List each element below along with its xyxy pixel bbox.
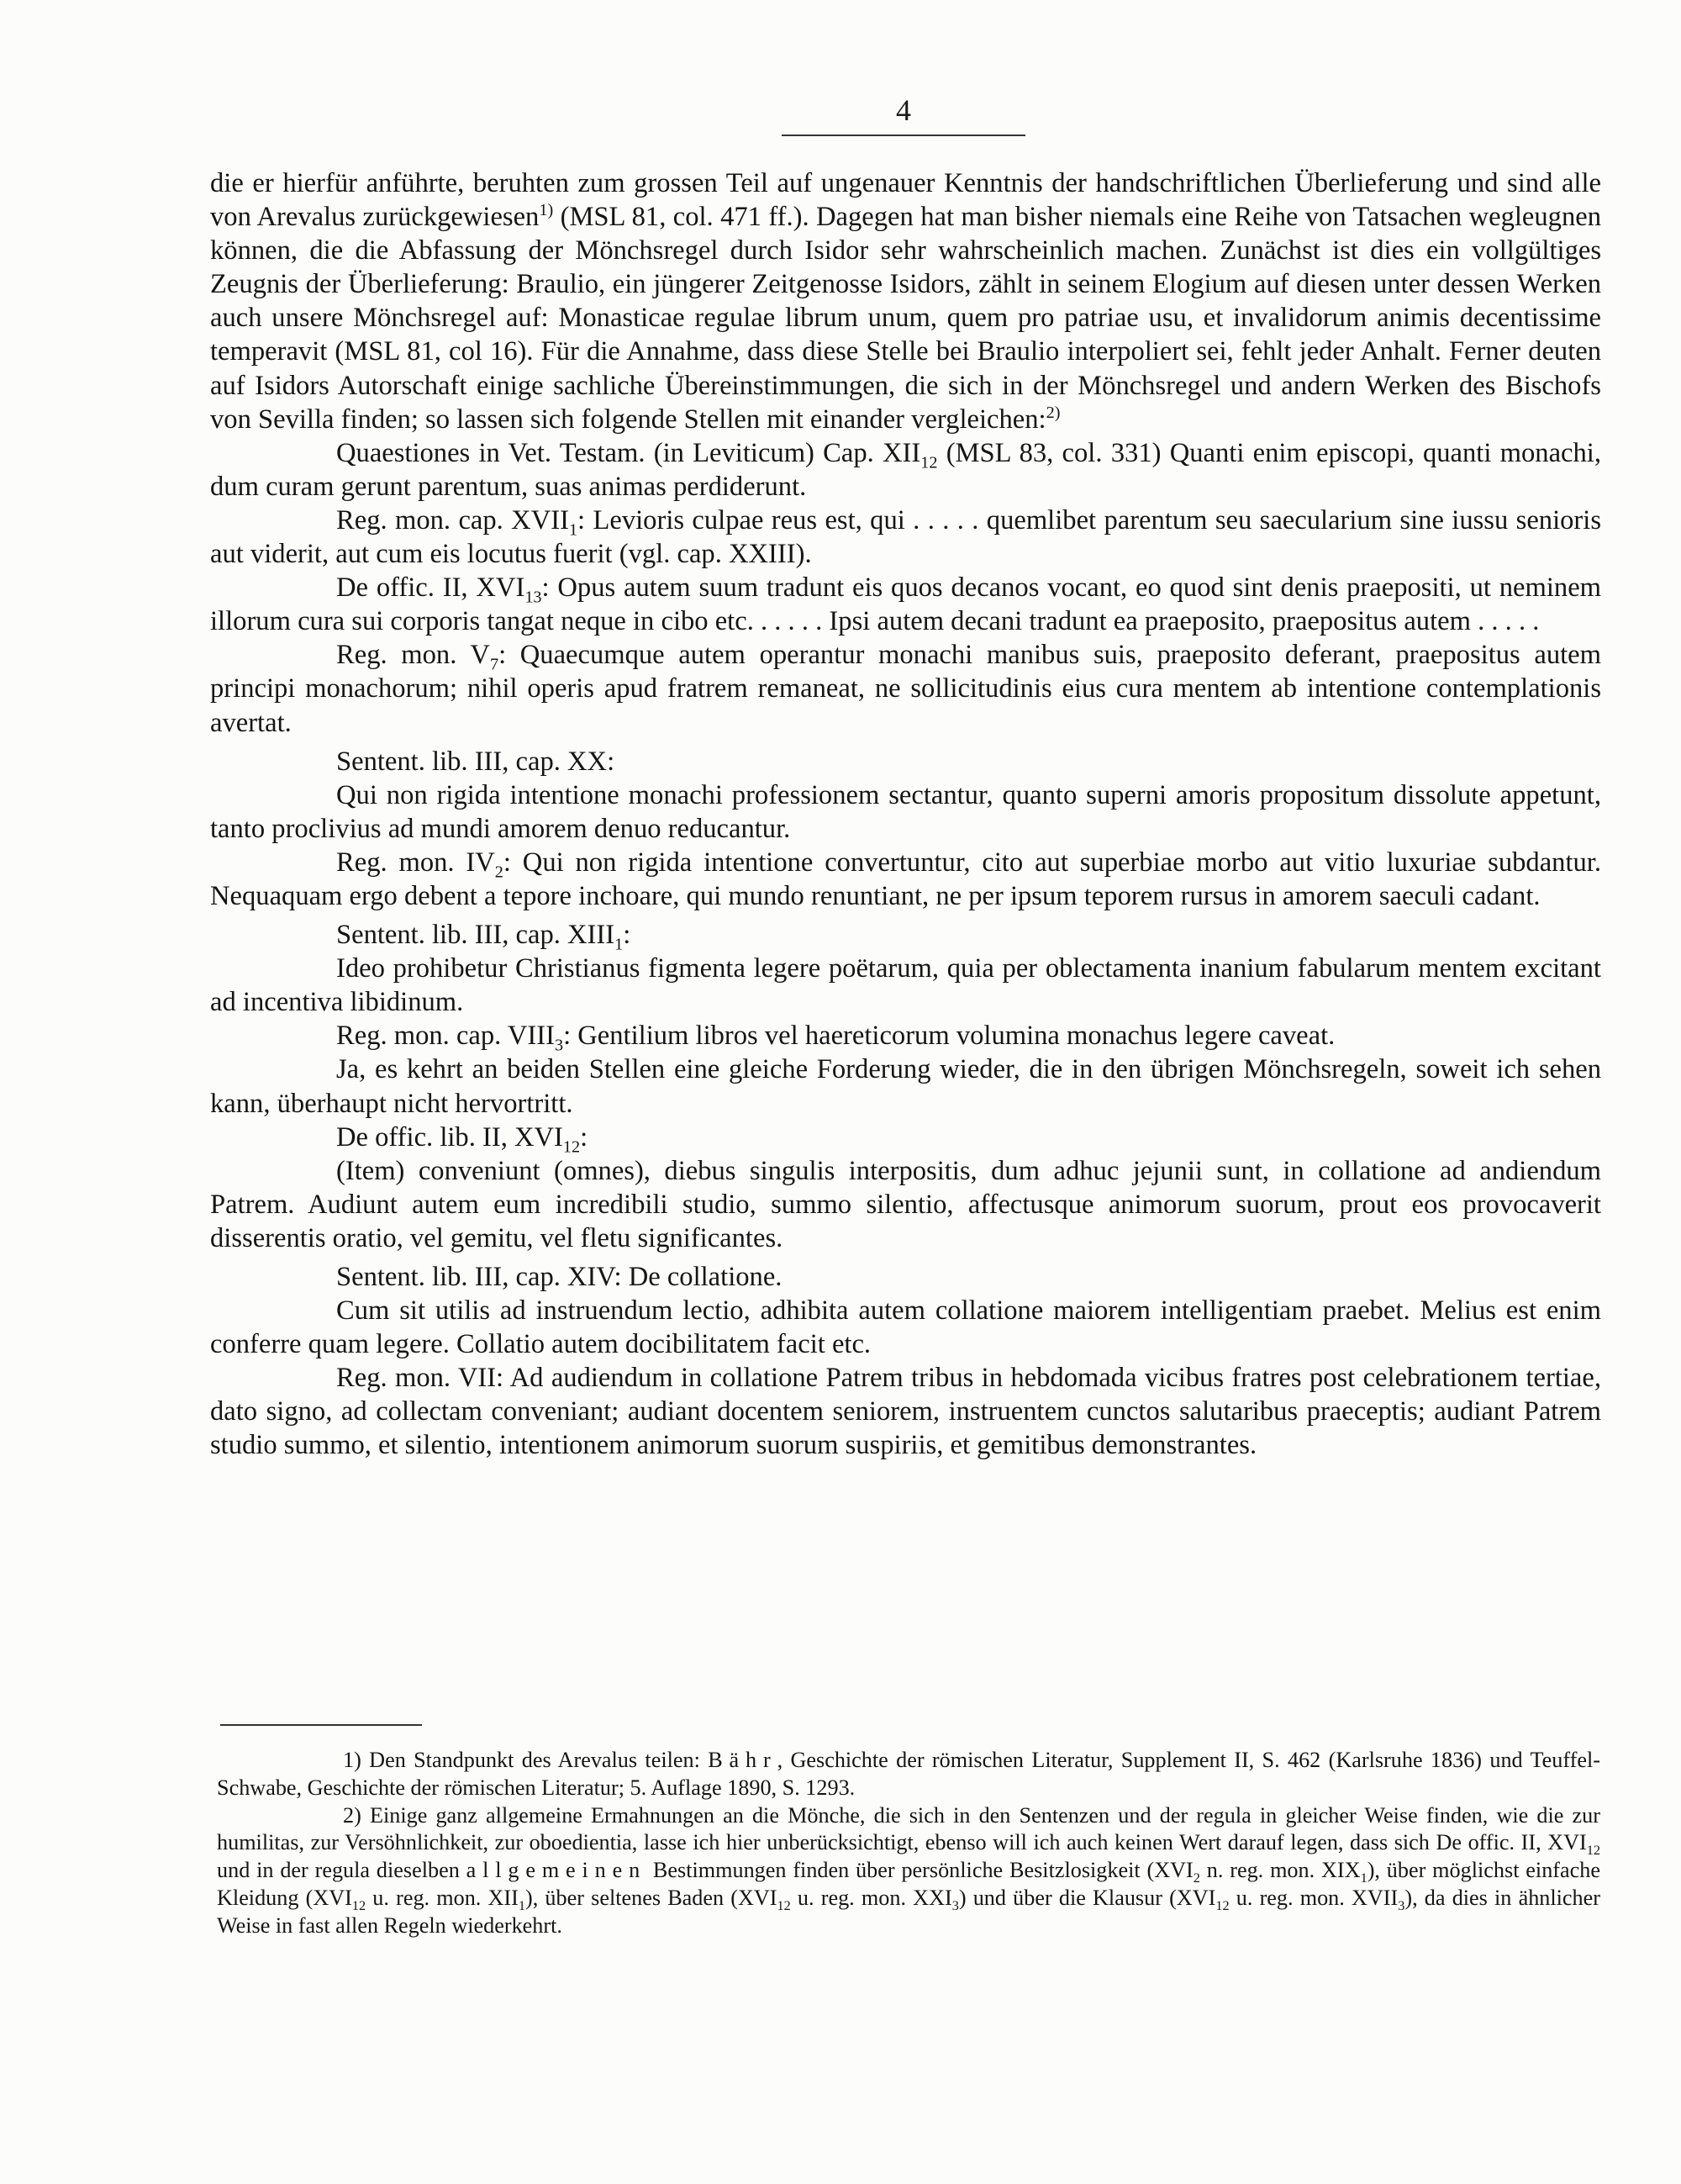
quote-reg-mon-xvii: Reg. mon. cap. $XVII_1$: Levioris culpae reus est, qui . . . . . quemlibet parentum seu saecularium sine iussu senioris aut viderit, aut cum eis locutus fuerit (vgl. cap. XXIII).	[210, 504, 1601, 570]
quote-sentent-xx: Qui non rigida intentione monachi professionem sectantur, quanto superni amoris propositum dissolute appetunt, tanto proclivius ad mundi amorem denuo reducantur.	[210, 779, 1601, 844]
quote-reg-mon-iv: Reg. mon. $IV_2$: Qui non rigida intentione convertuntur, cito aut superbiae morbo aut vitio luxuriae subdantur. Nequaquam ergo debent a tepore inchoare, qui mundo renuntiant, ne per ipsum teporem rursus in amorem saeculi cadant.	[210, 847, 1601, 911]
footnote-ref-2: 2)	[1046, 403, 1061, 422]
quote-reg-mon-viii: Reg. mon. cap. $VIII_3$: Gentilium libros vel haereticorum volumina monachus legere caveat.	[336, 1021, 1336, 1055]
header-rule	[782, 135, 1025, 136]
quote-reg-mon-v: Reg. mon. $V_7$: Quaecumque autem operantur monachi manibus suis, praeposito deferant, praepositus autem principi monachorum; nihil operis apud fratrem remaneat, ne sollicitudinis eius cura mentem ab intentione contemplationis avertat.	[210, 640, 1601, 738]
heading-sentent-xiv: Sentent. lib. III, cap. XIV: De collatione.	[336, 1262, 783, 1292]
footnote-2: 2) Einige ganz allgemeine Ermahnungen an die Mönche, die sich in den Sentenzen und der regula in gleicher Weise finden, wie die zur humilitas, zur Versöhnlichkeit, zur oboedientia, lasse ich hier unberücksichtigt, ebenso will ich auch keinen Wert darauf legen, dass sich De offic. II, $XVI_{12}$ und in der regula dieselben allgemeinen Bestimmungen finden über persönliche Besitzlosigkeit ($XVI_2$ n. reg. mon. $XIX_1$), über möglichst einfache Kleidung ($XVI_{12}$ u. reg. mon. $XII_1$), über seltenes Baden ($XVI_{12}$ u. reg. mon. $XXI_3$) und über die Klausur ($XVI_{12}$ u. reg. mon. $XVII_3$), da dies in ähnlicher Weise in fast allen Regeln wiederkehrt.	[217, 1802, 1600, 1938]
quote-de-offic-xvi13: De offic. II, $XVI_{13}$: Opus autem suum tradunt eis quos decanos vocant, eo quod sint denis praepositi, ut neminem illorum cura sui corporis tangat neque in cibo etc. . . . . . Ipsi autem decani tradunt ea praeposito, praepositus autem . . . . .	[210, 572, 1602, 637]
footnotes	[217, 1747, 1600, 1940]
paragraph-forderung: Ja, es kehrt an beiden Stellen eine gleiche Forderung wieder, die in den übrigen Mönchsregeln, soweit ich sehen kann, überhaupt nicht hervortritt.	[210, 1054, 1601, 1119]
heading-sentent-xx: Sentent. lib. III, cap. XX:	[336, 746, 615, 777]
footnote-rule	[220, 1724, 422, 1726]
body-text	[210, 166, 1601, 1463]
heading-sentent-xiii: Sentent. lib. III, cap. $XIII_1$:	[336, 920, 631, 954]
quote-quaestiones: Quaestiones in Vet. Testam. (in Leviticum) Cap. $XII_{12}$ (MSL 83, col. 331) Quanti enim episcopi, quanti monachi, dum curam gerunt parentum, suas animas perdiderunt.	[210, 437, 1601, 502]
quote-sentent-xiv: Cum sit utilis ad instruendum lectio, adhibita autem collatione maiorem intelligentiam praebet. Melius est enim conferre quam legere. Collatio autem docibilitatem facit etc.	[210, 1295, 1601, 1360]
footnote-1: 1) Den Standpunkt des Arevalus teilen: Bähr, Geschichte der römischen Literatur, Supplement II, S. 462 (Karlsruhe 1836) und Teuffel-Schwabe, Geschichte der römischen Literatur; 5. Auflage 1890, S. 1293.	[217, 1748, 1600, 1800]
heading-de-offic-xvi12: De offic. lib. II, $XVI_{12}$:	[336, 1121, 588, 1157]
quote-reg-mon-vii: Reg. mon. VII: Ad audiendum in collatione Patrem tribus in hebdomada vicibus fratres post celebrationem tertiae, dato signo, ad collectam conveniant; audiant docentem seniorem, instruentem cunctos salutaribus praeceptis; audiant Patrem studio summo, et silentio, intentionem animorum suorum suspiriis, et gemitibus demonstrantes.	[210, 1363, 1601, 1461]
quote-de-offic-xvi12: (Item) conveniunt (omnes), diebus singulis interpositis, dum adhuc jejunii sunt, in collatione ad andiendum Patrem. Audiunt autem eum incredibili studio, summo silentio, affectusque animorum suorum, prout eos provocaverit disserentis oratio, vel gemitu, vel fletu significantes.	[210, 1155, 1601, 1253]
page-number: 4	[896, 93, 911, 127]
quote-sentent-xiii: Ideo prohibetur Christianus figmenta legere poëtarum, quia per oblectamenta inanium fabularum mentem excitant ad incentiva libidinum.	[210, 953, 1601, 1018]
paragraph-intro: die er hierfür anführte, beruhten zum grossen Teil auf ungenauer Kenntnis der handschriftlichen Überlieferung und sind alle von Arevalus zurückgewiesen$^{1)}$ (MSL 81, col. 471 ff.). Dagegen hat man bisher niemals eine Reihe von Tatsachen wegleugnen können, die die Abfassung der Mönchsregel durch Isidor sehr wahrscheinlich machen. Zunächst ist dies ein vollgültiges Zeugnis der Überlieferung: Braulio, ein jüngerer Zeitgenosse Isidors, zählt in seinem Elogium auf diesen unter dessen Werken auch unsere Mönchsregel auf: Monasticae regulae librum unum, quem pro patriae usu, et invalidorum animis decentissime temperavit (MSL 81, col 16). Für die Annahme, dass diese Stelle bei Braulio interpoliert sei, fehlt jeder Anhalt. Ferner deuten auf Isidors Autorschaft einige sachliche Übereinstimmungen, die sich in der Mönchsregel und andern Werken des Bischofs von Sevilla finden; so lassen sich folgende Stellen mit einander vergleichen:$^{2)}$	[210, 168, 1601, 435]
footnote-ref-1: 1)	[539, 201, 554, 220]
